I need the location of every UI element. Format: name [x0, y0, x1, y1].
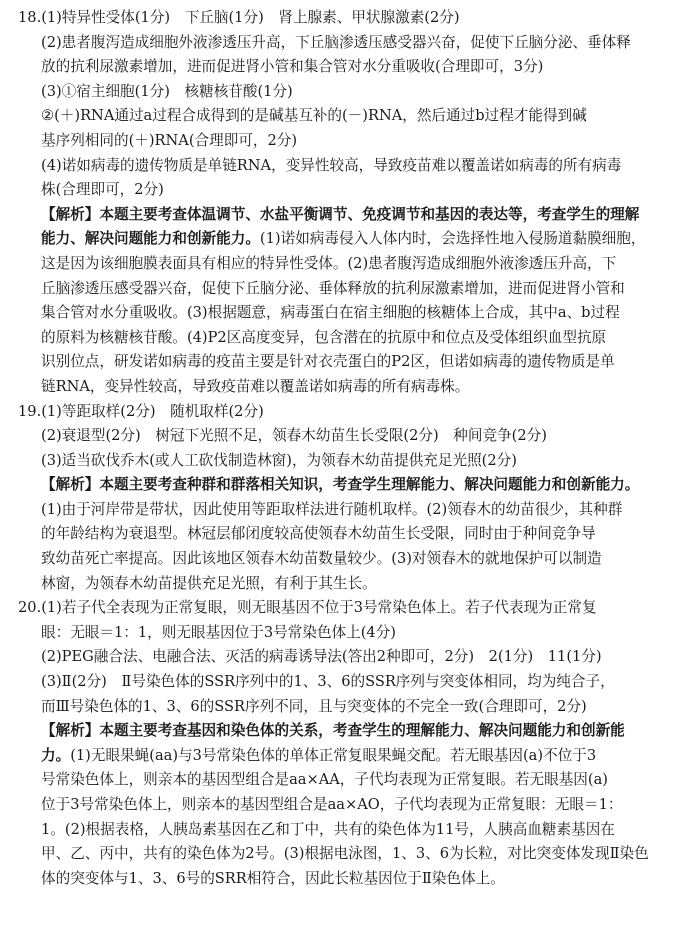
text-line	[0, 818, 692, 843]
text-line	[0, 350, 692, 375]
line-text: (2)PEG融合法、电融合法、灭活的病毒诱导法(答出2种即可，2分) 2(1分) 11(1分)	[41, 648, 602, 666]
text-line	[0, 793, 692, 818]
text-line	[0, 744, 692, 769]
text-line	[0, 695, 692, 720]
line-text: 位于3号常染色体上，则亲本的基因型组合是aa×AO，子代均表现为正常复眼：无眼＝1：	[41, 796, 623, 813]
text-line	[0, 768, 692, 793]
analysis-heading-text: 能力、解决问题能力和创新能力。	[41, 230, 260, 248]
text-line	[0, 670, 692, 695]
line-text: 这是因为该细胞膜表面具有相应的特异性受体。(2)患者腹泻造成细胞外液渗透压升高，下	[41, 254, 617, 272]
line-text: (2)衰退型(2分) 树冠下光照不足，领春木幼苗生长受限(2分) 种间竞争(2分)	[41, 427, 547, 445]
text-line	[0, 449, 692, 474]
line-text: 致幼苗死亡率提高。因此该地区领春木幼苗数量较少。(3)对领春木的就地保护可以制造	[41, 550, 602, 568]
line-text: 的原料为核糖核苷酸。(4)P2区高度变异，包含潜在的抗原中和位点及受体组织血型抗原	[41, 328, 607, 346]
analysis-heading-text: 【解析】本题主要考查种群和群落相关知识，考查学生理解能力、解决问题能力和创新能力。	[41, 476, 640, 494]
line-text: 基序列相同的(＋)RNA(合理即可，2分)	[41, 131, 298, 149]
line-text: (1)无眼果蝇(aa)与3号常染色体的单体正常复眼果蝇交配。若无眼基因(a)不位于3	[70, 746, 597, 764]
line-text: 集合管对水分重吸收。(3)根据题意，病毒蛋白在宿主细胞的核糖体上合成，其中a、b过程	[41, 304, 620, 322]
text-line	[0, 129, 692, 154]
line-text: 18.(1)特异性受体(1分) 下丘脑(1分) 肾上腺素、甲状腺激素(2分)	[18, 9, 460, 26]
text-line	[0, 498, 692, 523]
line-text: 而Ⅲ号染色体的1、3、6的SSR序列不同，且与突变体的不完全一致(合理即可，2分)	[41, 697, 587, 715]
text-line	[0, 547, 692, 572]
line-text: 丘脑渗透压感受器兴奋，促使下丘脑分泌、垂体释放的抗利尿激素增加，进而促进肾小管和	[41, 279, 625, 297]
text-line	[0, 867, 692, 892]
text-line	[0, 522, 692, 547]
text-line	[0, 645, 692, 670]
text-line	[0, 596, 692, 621]
text-line	[0, 572, 692, 597]
line-text: (2)患者腹泻造成细胞外液渗透压升高，下丘脑渗透压感受器兴奋，促使下丘脑分泌、垂体释	[41, 33, 631, 51]
text-line	[0, 203, 692, 228]
text-line	[0, 252, 692, 277]
text-line	[0, 154, 692, 179]
line-text: (4)诺如病毒的遗传物质是单链RNA，变异性较高，导致疫苗难以覆盖诺如病毒的所有病毒	[41, 156, 622, 174]
analysis-heading-text: 【解析】本题主要考查体温调节、水盐平衡调节、免疫调节和基因的表达等，考查学生的理解	[41, 205, 640, 223]
text-line	[0, 842, 692, 867]
line-text: ②(＋)RNA通过a过程合成得到的是碱基互补的(－)RNA，然后通过b过程才能得到碱	[41, 107, 587, 125]
line-text: 体的突变体与1、3、6号的SRR相符合，因此长粒基因位于Ⅱ染色体上。	[41, 869, 505, 887]
line-text: 链RNA，变异性较高，导致疫苗难以覆盖诺如病毒的所有病毒株。	[41, 377, 470, 395]
line-text: (3)Ⅱ(2分) Ⅱ号染色体的SSR序列中的1、3、6的SSR序列与突变体相同，均为纯合子，	[41, 673, 615, 691]
line-text: 株(合理即可，2分)	[41, 181, 164, 199]
text-line	[0, 473, 692, 498]
line-text: 眼：无眼＝1：1，则无眼基因位于3号常染色体上(4分)	[41, 623, 396, 641]
text-line	[0, 80, 692, 105]
text-line	[0, 227, 692, 252]
text-line	[0, 6, 692, 31]
line-text: 1。(2)根据表格，人胰岛素基因在乙和丁中，共有的染色体为11号，人胰高血糖素基因在	[41, 820, 615, 838]
text-line	[0, 31, 692, 56]
line-text: 甲、乙、丙中，共有的染色体为2号。(3)根据电泳图，1、3、6为长粒，对比突变体发现Ⅱ染色	[41, 845, 649, 863]
text-line	[0, 326, 692, 351]
text-line	[0, 719, 692, 744]
line-text: (1)诺如病毒侵入人体内时，会选择性地入侵肠道黏膜细胞，	[259, 230, 646, 248]
text-line	[0, 424, 692, 449]
line-text: 20.(1)若子代全表现为正常复眼，则无眼基因不位于3号常染色体上。若子代表现为正常复	[18, 599, 597, 617]
line-text: (3)适当砍伐乔木(或人工砍伐制造林窗)，为领春木幼苗提供充足光照(2分)	[41, 451, 517, 469]
line-text: (3)①宿主细胞(1分) 核糖核苷酸(1分)	[41, 82, 293, 100]
line-text: 号常染色体上，则亲本的基因型组合是aa×AA，子代均表现为正常复眼。若无眼基因(a)	[41, 771, 608, 789]
text-line	[0, 621, 692, 646]
line-text: 识别位点，研发诺如病毒的疫苗主要是针对衣壳蛋白的P2区，但诺如病毒的遗传物质是单	[41, 353, 615, 371]
line-text: 19.(1)等距取样(2分) 随机取样(2分)	[18, 402, 264, 420]
text-line	[0, 277, 692, 302]
line-text: (1)由于河岸带是带状，因此使用等距取样法进行随机取样。(2)领春木的幼苗很少，其种群	[41, 500, 623, 518]
text-line	[0, 301, 692, 326]
text-line	[0, 55, 692, 80]
analysis-heading-text: 力。	[41, 746, 71, 764]
text-line	[0, 104, 692, 129]
text-line	[0, 178, 692, 203]
line-text: 林窗，为领春木幼苗提供充足光照，有利于其生长。	[41, 574, 377, 592]
line-text: 的年龄结构为衰退型。林冠层郁闭度较高使领春木幼苗生长受限，同时由于种间竞争导	[41, 525, 596, 543]
text-line	[0, 375, 692, 400]
line-text: 放的抗利尿激素增加，进而促进肾小管和集合管对水分重吸收(合理即可，3分)	[41, 58, 544, 76]
analysis-heading-text: 【解析】本题主要考查基因和染色体的关系，考查学生的理解能力、解决问题能力和创新能	[41, 722, 625, 740]
text-line	[0, 400, 692, 425]
